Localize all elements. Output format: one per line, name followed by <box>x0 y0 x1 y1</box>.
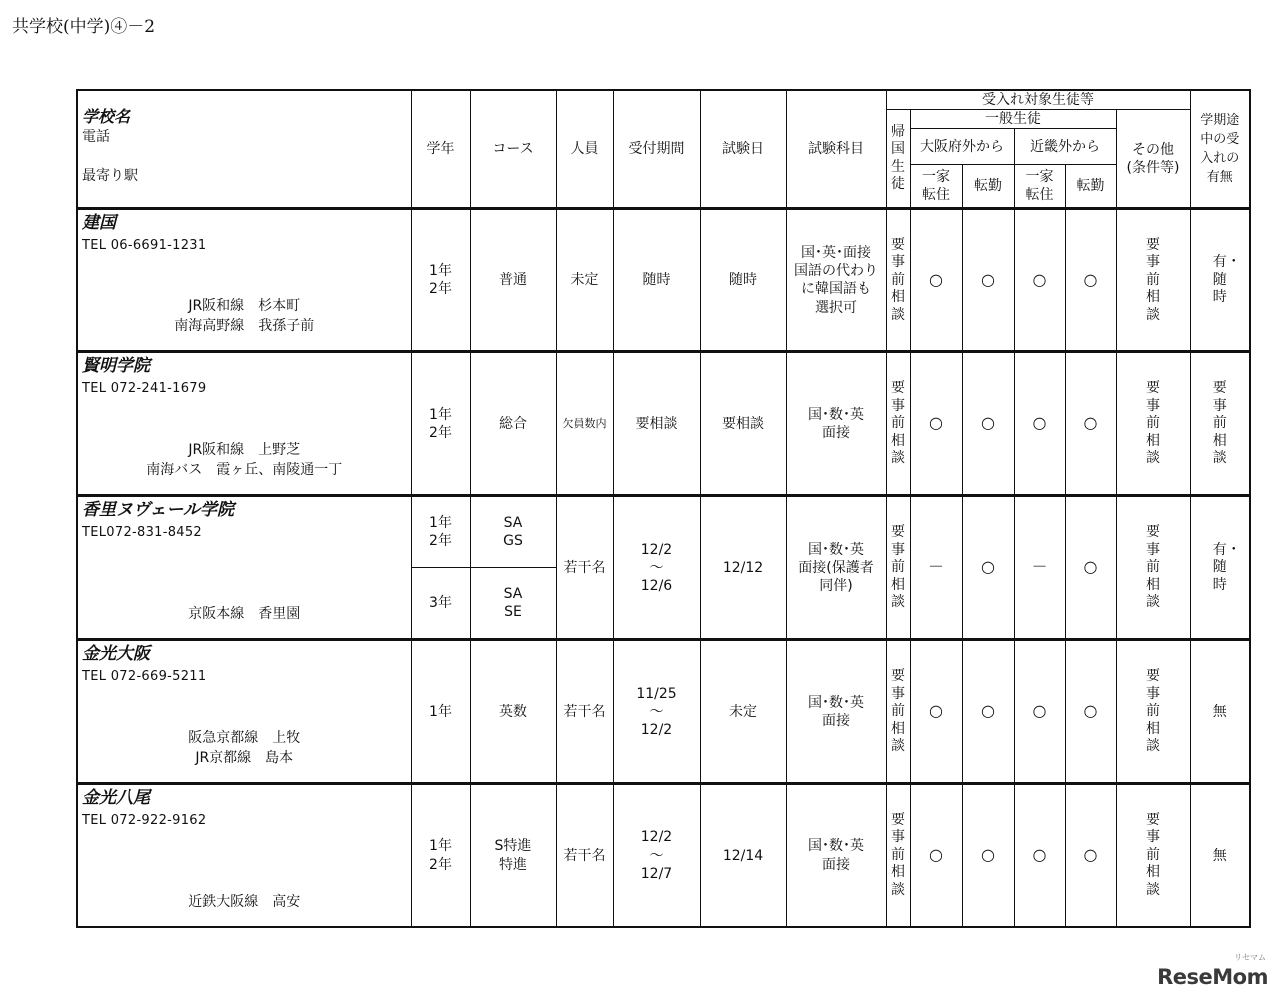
school-cell <box>77 640 411 784</box>
header-returnee <box>886 110 910 209</box>
header-from-outside-kinki: 近畿外から <box>1014 129 1116 165</box>
osaka-transfer-cell: ○ <box>962 352 1014 496</box>
header-other-text: その他 (条件等) <box>1126 141 1180 176</box>
returnee-cell <box>886 352 910 496</box>
course-cell: SA GS <box>470 496 556 568</box>
watermark-sub: リセマム <box>1234 953 1266 962</box>
school-name: 香里ヌヴェール学院 <box>82 500 234 521</box>
capacity-cell: 欠員数内 <box>556 352 613 496</box>
grade-cell: 1年 <box>411 640 470 784</box>
header-other <box>1116 110 1190 209</box>
other-cell <box>1116 496 1190 640</box>
school-stations <box>78 296 411 337</box>
school-stations <box>78 728 411 769</box>
course-cell: SA SE <box>470 568 556 640</box>
kinki-family-cell: ○ <box>1014 209 1065 352</box>
table-row <box>77 784 1250 927</box>
other-text: 要事前相談 <box>1146 380 1160 467</box>
period-cell: 12/2 ～ 12/6 <box>613 496 700 640</box>
school-station: 近鉄大阪線 高安 <box>188 893 301 910</box>
course-cell: S特進 特進 <box>470 784 556 927</box>
header-school-name: 学校名 <box>82 107 131 126</box>
grade-cell: 1年 2年 <box>411 209 470 352</box>
other-cell <box>1116 640 1190 784</box>
period-cell: 11/25 ～ 12/2 <box>613 640 700 784</box>
school-station: 南海高野線 我孫子前 <box>174 318 315 335</box>
header-osaka-transfer: 転勤 <box>962 165 1014 209</box>
midterm-cell <box>1190 209 1250 352</box>
kinki-family-cell: ○ <box>1014 640 1065 784</box>
subjects-cell: 国･数･英 面接 <box>786 640 886 784</box>
header-general: 一般生徒 <box>910 110 1116 129</box>
header-station: 最寄り駅 <box>82 168 138 184</box>
kinki-family-cell: － <box>1014 496 1065 640</box>
course-cell: 英数 <box>470 640 556 784</box>
kinki-transfer-cell: ○ <box>1065 209 1116 352</box>
other-cell <box>1116 209 1190 352</box>
school-station: 京阪本線 香里園 <box>188 606 301 623</box>
midterm-text: 有・随時 <box>1212 254 1241 306</box>
other-cell <box>1116 352 1190 496</box>
table-row <box>77 352 1250 496</box>
header-phone: 電話 <box>82 128 110 145</box>
school-name: 金光大阪 <box>82 644 150 665</box>
returnee-cell <box>886 209 910 352</box>
watermark-logo: ReseMom <box>1157 965 1268 989</box>
header-midterm-text: 学期途 中の受 入れの 有無 <box>1200 113 1240 186</box>
returnee-text: 要事前相談 <box>891 236 905 323</box>
grade-cell: 1年 2年 <box>411 784 470 927</box>
subjects-cell: 国･数･英 面接 <box>786 784 886 927</box>
osaka-family-cell: － <box>910 496 962 640</box>
school-cell <box>77 784 411 927</box>
school-name: 賢明学院 <box>82 356 150 377</box>
other-cell <box>1116 784 1190 927</box>
header-exam-date: 試験日 <box>700 90 786 209</box>
period-cell: 随時 <box>613 209 700 352</box>
exam-date-cell: 随時 <box>700 209 786 352</box>
returnee-text: 要事前相談 <box>891 811 905 898</box>
other-text: 要事前相談 <box>1146 668 1160 755</box>
grade-cell: 3年 <box>411 568 470 640</box>
school-tel: TEL072-831-8452 <box>82 525 202 541</box>
school-name: 金光八尾 <box>82 788 150 809</box>
midterm-text: 要事前相談 <box>1212 380 1227 467</box>
school-station: 南海バス 霞ヶ丘、南陵通一丁 <box>146 462 343 479</box>
school-station: 阪急京都線 上牧 <box>188 729 301 746</box>
school-schedule-table <box>76 89 1251 928</box>
other-text: 要事前相談 <box>1146 811 1160 898</box>
table-row <box>77 640 1250 784</box>
school-stations <box>78 892 411 912</box>
capacity-cell: 若干名 <box>556 784 613 927</box>
returnee-text: 要事前相談 <box>891 668 905 755</box>
header-row-1 <box>77 90 1250 110</box>
returnee-cell <box>886 496 910 640</box>
subjects-cell: 国･数･英 面接 <box>786 352 886 496</box>
header-osaka-family-text: 一家 転住 <box>922 169 950 204</box>
school-tel: TEL 06-6691-1231 <box>82 238 207 254</box>
osaka-family-cell: ○ <box>910 784 962 927</box>
osaka-transfer-cell: ○ <box>962 640 1014 784</box>
osaka-family-cell: ○ <box>910 640 962 784</box>
other-text: 要事前相談 <box>1146 236 1160 323</box>
header-school-cell <box>77 90 411 209</box>
table-row <box>77 209 1250 352</box>
header-kinki-family <box>1014 165 1065 209</box>
school-station: JR京都線 島本 <box>195 750 294 767</box>
osaka-transfer-cell: ○ <box>962 784 1014 927</box>
osaka-family-cell: ○ <box>910 209 962 352</box>
midterm-cell <box>1190 352 1250 496</box>
osaka-family-cell: ○ <box>910 352 962 496</box>
midterm-cell: 無 <box>1190 640 1250 784</box>
exam-date-cell: 12/12 <box>700 496 786 640</box>
header-osaka-family <box>910 165 962 209</box>
header-subjects: 試験科目 <box>786 90 886 209</box>
course-cell: 普通 <box>470 209 556 352</box>
exam-date-cell: 要相談 <box>700 352 786 496</box>
school-tel: TEL 072-669-5211 <box>82 669 207 685</box>
header-grade: 学年 <box>411 90 470 209</box>
grade-cell: 1年 2年 <box>411 496 470 568</box>
kinki-family-cell: ○ <box>1014 784 1065 927</box>
osaka-transfer-cell: ○ <box>962 496 1014 640</box>
school-cell <box>77 352 411 496</box>
kinki-transfer-cell: ○ <box>1065 496 1116 640</box>
kinki-transfer-cell: ○ <box>1065 784 1116 927</box>
school-station: JR阪和線 上野芝 <box>188 441 301 458</box>
school-name: 建国 <box>82 213 116 234</box>
header-from-osaka: 大阪府外から <box>910 129 1014 165</box>
midterm-text: 有・随時 <box>1212 541 1241 593</box>
school-tel: TEL 072-241-1679 <box>82 381 207 397</box>
school-stations <box>78 604 411 624</box>
header-kinki-family-text: 一家 転住 <box>1025 169 1054 204</box>
returnee-cell <box>886 784 910 927</box>
midterm-cell <box>1190 496 1250 640</box>
capacity-cell: 未定 <box>556 209 613 352</box>
header-accept-group: 受入れ対象生徒等 <box>886 90 1190 110</box>
period-cell: 12/2 ～ 12/7 <box>613 784 700 927</box>
exam-date-cell: 未定 <box>700 640 786 784</box>
header-kinki-transfer: 転勤 <box>1065 165 1116 209</box>
header-course: コース <box>470 90 556 209</box>
header-capacity: 人員 <box>556 90 613 209</box>
kinki-transfer-cell: ○ <box>1065 640 1116 784</box>
school-stations <box>78 440 411 481</box>
subjects-cell: 国･英･面接 国語の代わり に韓国語も 選択可 <box>786 209 886 352</box>
kinki-family-cell: ○ <box>1014 352 1065 496</box>
school-cell <box>77 209 411 352</box>
course-cell: 総合 <box>470 352 556 496</box>
kinki-transfer-cell: ○ <box>1065 352 1116 496</box>
header-returnee-text: 帰国生徒 <box>891 123 905 193</box>
page-title: 共学校(中学)④－2 <box>12 17 156 37</box>
capacity-cell: 若干名 <box>556 496 613 640</box>
grade-cell: 1年 2年 <box>411 352 470 496</box>
midterm-cell: 無 <box>1190 784 1250 927</box>
header-midterm <box>1190 90 1250 209</box>
school-tel: TEL 072-922-9162 <box>82 813 207 829</box>
returnee-text: 要事前相談 <box>891 524 905 611</box>
subjects-cell: 国･数･英 面接(保護者 同伴) <box>786 496 886 640</box>
school-cell <box>77 496 411 640</box>
school-station: JR阪和線 杉本町 <box>188 297 301 314</box>
header-period: 受付期間 <box>613 90 700 209</box>
exam-date-cell: 12/14 <box>700 784 786 927</box>
other-text: 要事前相談 <box>1146 524 1160 611</box>
period-cell: 要相談 <box>613 352 700 496</box>
capacity-cell: 若干名 <box>556 640 613 784</box>
osaka-transfer-cell: ○ <box>962 209 1014 352</box>
table-row <box>77 496 1250 568</box>
returnee-cell <box>886 640 910 784</box>
returnee-text: 要事前相談 <box>891 380 905 467</box>
